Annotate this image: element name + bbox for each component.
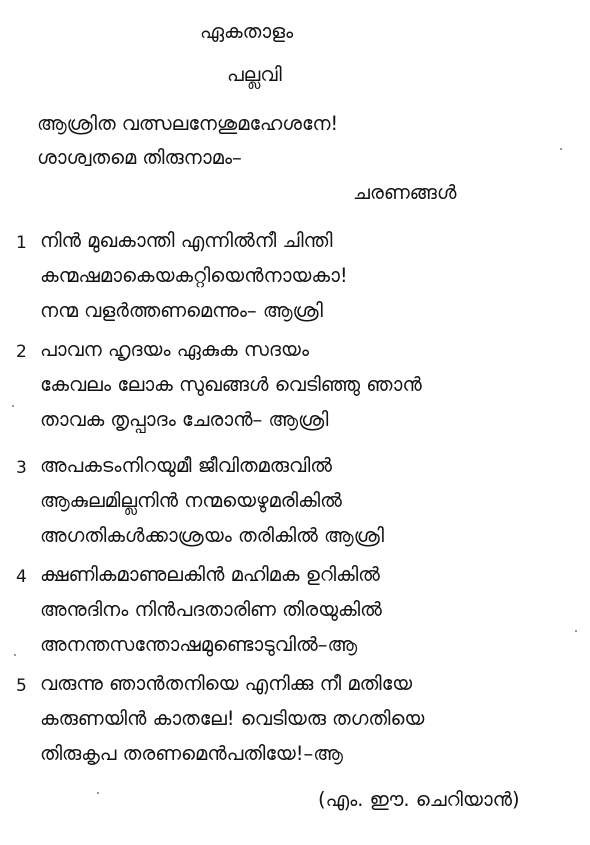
stanza-2-line-2: കേവലം ലോക സുഖങ്ങൾ വെടിഞ്ഞു ഞാൻ	[40, 373, 422, 396]
author-credit: (എം. ഈ. ചെറിയാൻ)	[318, 788, 520, 811]
stanza-5-line-1: വരുന്നു ഞാൻതനിയെ എനിക്കു നീ മതിയേ	[40, 672, 413, 695]
pallavi-heading: പല്ലവി	[227, 63, 282, 86]
scan-speck	[97, 792, 99, 794]
stanza-number: 5	[16, 676, 27, 696]
scan-speck	[14, 654, 16, 656]
stanza-4-line-3: അനന്തസന്തോഷമുണ്ടൊടുവിൽ–ആ	[40, 633, 358, 656]
raga-heading: ഏകതാളം	[200, 20, 294, 43]
pallavi-line-2: ശാശ്വതമെ തിരുനാമം–	[37, 146, 242, 169]
stanza-2-line-1: പാവന ഹൃദയം ഏകുക സദയം	[40, 338, 309, 361]
stanza-3-line-2: ആകുലമില്ലനിൻ നന്മയെഴുമരികിൽ	[40, 489, 342, 512]
stanza-3-line-3: അഗതികൾക്കാശ്രയം തരികിൽ ആശ്രി	[40, 524, 384, 547]
stanza-number: 3	[16, 458, 27, 478]
scan-speck	[575, 630, 577, 632]
stanza-3-line-1: അപകടംനിറയുമീ ജീവിതമരുവിൽ	[40, 454, 333, 477]
scan-speck	[560, 148, 562, 150]
stanza-number: 1	[16, 233, 27, 253]
stanza-4-line-2: അനുദിനം നിൻപദതാരിണ തിരയുകിൽ	[40, 598, 382, 621]
stanza-1-line-2: കന്മഷമാകെയകറ്റിയെൻനായകാ!	[40, 264, 348, 287]
stanza-number: 2	[16, 342, 27, 362]
stanza-5-line-2: കരുണയിൻ കാതലേ! വെടിയരു തഗതിയെ	[40, 707, 425, 730]
charanam-heading: ചരണങ്ങൾ	[353, 181, 457, 204]
scan-speck	[12, 405, 14, 407]
pallavi-line-1: ആശ്രിത വത്സലനേശുമഹേശനേ!	[37, 112, 339, 135]
stanza-number: 4	[16, 567, 27, 587]
stanza-5-line-3: തിരുകൃപ തരണമെൻപതിയേ!–ആ	[40, 742, 343, 765]
stanza-1-line-3: നന്മ വളർത്തണമെന്നും– ആശ്രി	[40, 299, 323, 322]
stanza-2-line-3: താവക തൃപ്പാദം ചേരാൻ– ആശ്രി	[40, 408, 329, 431]
stanza-1-line-1: നിൻ മുഖകാന്തി എന്നിൽനീ ചിന്തി	[40, 229, 333, 252]
stanza-4-line-1: ക്ഷണികമാണുലകിൻ മഹിമക ഉറികിൽ	[40, 563, 380, 586]
